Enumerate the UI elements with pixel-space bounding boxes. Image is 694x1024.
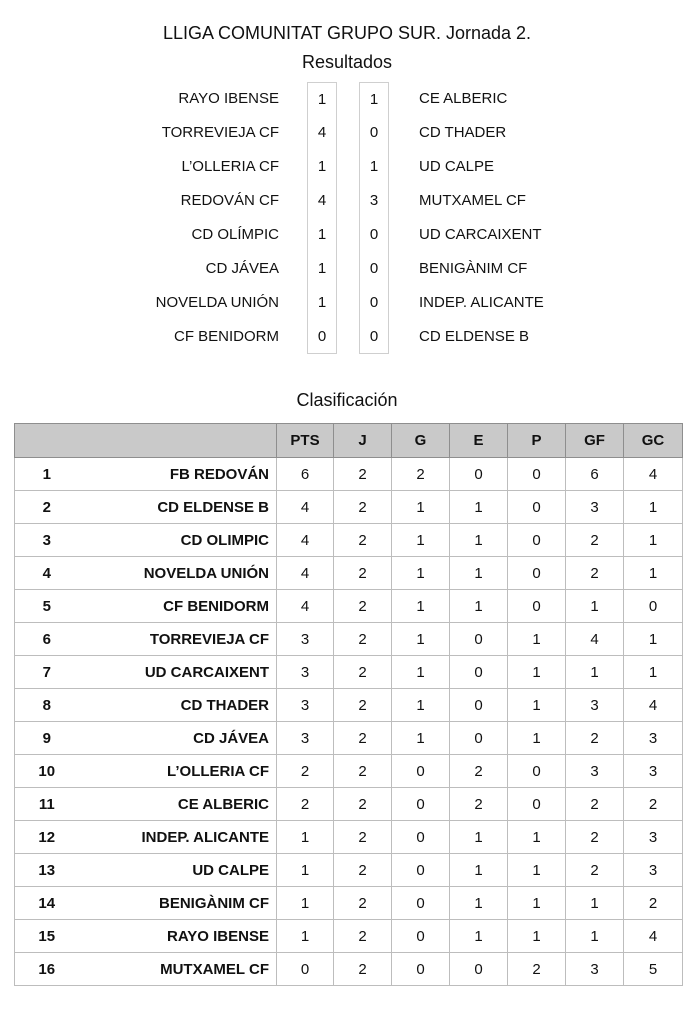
stat-cell: 0 [450, 722, 508, 755]
stat-cell: 4 [277, 590, 334, 623]
column-header-stat: J [334, 424, 392, 458]
stat-cell: 0 [624, 590, 683, 623]
stat-cell: 3 [624, 854, 683, 887]
stat-cell: 0 [508, 458, 566, 491]
stat-cell: 1 [450, 524, 508, 557]
result-row [0, 184, 694, 218]
stat-cell: 1 [508, 722, 566, 755]
stat-cell: 2 [566, 722, 624, 755]
stat-cell: 1 [277, 854, 334, 887]
stat-cell: 3 [566, 953, 624, 986]
stat-cell: 3 [624, 821, 683, 854]
home-team: CF BENIDORM [174, 328, 279, 345]
table-row [15, 458, 683, 491]
stat-cell: 1 [392, 491, 450, 524]
column-header-stat: GC [624, 424, 683, 458]
stat-cell: 0 [508, 524, 566, 557]
stat-cell: 1 [450, 821, 508, 854]
stat-cell: 1 [566, 590, 624, 623]
stat-cell: 2 [334, 722, 392, 755]
stat-cell: 2 [334, 887, 392, 920]
home-score: 1 [307, 286, 337, 320]
stat-cell: 2 [334, 854, 392, 887]
stat-cell: 1 [392, 590, 450, 623]
stat-cell: 2 [334, 788, 392, 821]
away-team: UD CARCAIXENT [419, 226, 542, 243]
stat-cell: 6 [566, 458, 624, 491]
stat-cell: 3 [566, 689, 624, 722]
team-cell: CF BENIDORM [79, 590, 277, 623]
stat-cell: 1 [392, 623, 450, 656]
position-cell: 9 [15, 722, 79, 755]
stat-cell: 4 [566, 623, 624, 656]
team-cell: MUTXAMEL CF [79, 953, 277, 986]
stat-cell: 3 [566, 491, 624, 524]
stat-cell: 0 [392, 953, 450, 986]
team-cell: NOVELDA UNIÓN [79, 557, 277, 590]
stat-cell: 0 [392, 821, 450, 854]
home-team: REDOVÁN CF [180, 192, 279, 209]
stat-cell: 2 [334, 524, 392, 557]
stat-cell: 1 [624, 656, 683, 689]
page-title: LLIGA COMUNITAT GRUPO SUR. Jornada 2. [162, 23, 532, 43]
team-cell: FB REDOVÁN [79, 458, 277, 491]
away-team: MUTXAMEL CF [419, 192, 526, 209]
result-row [0, 320, 694, 354]
stat-cell: 3 [277, 656, 334, 689]
stat-cell: 4 [277, 491, 334, 524]
column-header-stat: PTS [277, 424, 334, 458]
stat-cell: 2 [450, 788, 508, 821]
stat-cell: 1 [508, 854, 566, 887]
stat-cell: 1 [277, 821, 334, 854]
stat-cell: 0 [392, 887, 450, 920]
position-cell: 10 [15, 755, 79, 788]
stat-cell: 1 [392, 656, 450, 689]
position-cell: 7 [15, 656, 79, 689]
stat-cell: 0 [392, 788, 450, 821]
away-score: 0 [359, 320, 389, 354]
stat-cell: 0 [450, 623, 508, 656]
team-cell: BENIGÀNIM CF [79, 887, 277, 920]
home-score: 1 [307, 82, 337, 116]
stat-cell: 1 [508, 656, 566, 689]
table-row [15, 689, 683, 722]
away-score: 0 [359, 286, 389, 320]
stat-cell: 1 [450, 854, 508, 887]
stat-cell: 2 [566, 557, 624, 590]
table-row [15, 920, 683, 953]
home-team: NOVELDA UNIÓN [155, 294, 279, 311]
away-score: 0 [359, 116, 389, 150]
results-list [0, 82, 694, 354]
position-cell: 1 [15, 458, 79, 491]
team-cell: INDEP. ALICANTE [79, 821, 277, 854]
stat-cell: 1 [508, 887, 566, 920]
stat-cell: 1 [566, 920, 624, 953]
away-team: BENIGÀNIM CF [419, 260, 528, 277]
stat-cell: 0 [450, 953, 508, 986]
stat-cell: 1 [566, 656, 624, 689]
stat-cell: 1 [450, 491, 508, 524]
position-cell: 13 [15, 854, 79, 887]
position-cell: 14 [15, 887, 79, 920]
column-header-position [15, 424, 79, 458]
stat-cell: 0 [450, 656, 508, 689]
stat-cell: 1 [450, 590, 508, 623]
team-cell: RAYO IBENSE [79, 920, 277, 953]
team-cell: L’OLLERIA CF [79, 755, 277, 788]
table-row [15, 524, 683, 557]
stat-cell: 2 [334, 920, 392, 953]
column-header-team [79, 424, 277, 458]
stat-cell: 0 [508, 788, 566, 821]
stat-cell: 2 [334, 623, 392, 656]
stat-cell: 0 [392, 854, 450, 887]
stat-cell: 3 [277, 689, 334, 722]
stat-cell: 2 [334, 689, 392, 722]
home-score: 0 [307, 320, 337, 354]
stat-cell: 1 [508, 821, 566, 854]
column-header-stat: P [508, 424, 566, 458]
table-row [15, 953, 683, 986]
position-cell: 11 [15, 788, 79, 821]
stat-cell: 2 [334, 590, 392, 623]
stat-cell: 1 [508, 689, 566, 722]
away-team: INDEP. ALICANTE [419, 294, 544, 311]
result-row [0, 150, 694, 184]
away-score: 0 [359, 218, 389, 252]
home-team: CD JÁVEA [205, 260, 279, 277]
away-score: 1 [359, 150, 389, 184]
stat-cell: 2 [277, 788, 334, 821]
standings-heading: Clasificación [296, 390, 398, 410]
stat-cell: 0 [508, 755, 566, 788]
table-row [15, 656, 683, 689]
stat-cell: 2 [334, 557, 392, 590]
table-row [15, 557, 683, 590]
table-row [15, 887, 683, 920]
home-score: 1 [307, 150, 337, 184]
home-team: RAYO IBENSE [178, 90, 279, 107]
position-cell: 15 [15, 920, 79, 953]
stat-cell: 3 [277, 722, 334, 755]
stat-cell: 1 [277, 920, 334, 953]
team-cell: CD ELDENSE B [79, 491, 277, 524]
stat-cell: 1 [392, 722, 450, 755]
stat-cell: 2 [624, 887, 683, 920]
stat-cell: 1 [566, 887, 624, 920]
result-row [0, 82, 694, 116]
team-cell: CD THADER [79, 689, 277, 722]
position-cell: 4 [15, 557, 79, 590]
stat-cell: 2 [334, 656, 392, 689]
stat-cell: 2 [450, 755, 508, 788]
stat-cell: 1 [624, 491, 683, 524]
stat-cell: 1 [508, 623, 566, 656]
stat-cell: 2 [277, 755, 334, 788]
home-score: 4 [307, 116, 337, 150]
standings-table [14, 423, 683, 986]
table-row [15, 623, 683, 656]
home-score: 1 [307, 252, 337, 286]
table-row [15, 854, 683, 887]
table-row [15, 788, 683, 821]
home-team: L’OLLERIA CF [181, 158, 279, 175]
stat-cell: 2 [334, 821, 392, 854]
stat-cell: 2 [566, 524, 624, 557]
stat-cell: 3 [277, 623, 334, 656]
stat-cell: 2 [624, 788, 683, 821]
team-cell: CD JÁVEA [79, 722, 277, 755]
away-score: 1 [359, 82, 389, 116]
stat-cell: 5 [624, 953, 683, 986]
stat-cell: 1 [624, 623, 683, 656]
stat-cell: 0 [450, 689, 508, 722]
table-row [15, 821, 683, 854]
results-heading: Resultados [301, 52, 393, 72]
stat-cell: 2 [334, 491, 392, 524]
table-row [15, 491, 683, 524]
stat-cell: 4 [624, 689, 683, 722]
home-team: TORREVIEJA CF [161, 124, 279, 141]
stat-cell: 2 [334, 458, 392, 491]
team-cell: UD CARCAIXENT [79, 656, 277, 689]
stat-cell: 3 [624, 755, 683, 788]
stat-cell: 2 [566, 788, 624, 821]
stat-cell: 4 [277, 557, 334, 590]
away-team: UD CALPE [419, 158, 495, 175]
stat-cell: 3 [624, 722, 683, 755]
stat-cell: 2 [566, 854, 624, 887]
position-cell: 5 [15, 590, 79, 623]
away-score: 0 [359, 252, 389, 286]
stat-cell: 0 [392, 755, 450, 788]
table-row [15, 755, 683, 788]
stat-cell: 1 [392, 557, 450, 590]
home-team: CD OLÍMPIC [191, 226, 279, 243]
away-score: 3 [359, 184, 389, 218]
column-header-stat: GF [566, 424, 624, 458]
stat-cell: 0 [508, 491, 566, 524]
stat-cell: 1 [624, 524, 683, 557]
team-cell: UD CALPE [79, 854, 277, 887]
stat-cell: 2 [508, 953, 566, 986]
stat-cell: 1 [450, 557, 508, 590]
result-row [0, 116, 694, 150]
stat-cell: 0 [450, 458, 508, 491]
stat-cell: 1 [508, 920, 566, 953]
team-cell: CE ALBERIC [79, 788, 277, 821]
stat-cell: 1 [392, 689, 450, 722]
home-score: 1 [307, 218, 337, 252]
standings-body [15, 458, 683, 986]
result-row [0, 252, 694, 286]
position-cell: 8 [15, 689, 79, 722]
stat-cell: 0 [508, 557, 566, 590]
stat-cell: 0 [508, 590, 566, 623]
position-cell: 12 [15, 821, 79, 854]
table-row [15, 590, 683, 623]
away-team: CE ALBERIC [419, 90, 508, 107]
team-cell: CD OLIMPIC [79, 524, 277, 557]
column-header-stat: G [392, 424, 450, 458]
stat-cell: 4 [624, 458, 683, 491]
team-cell: TORREVIEJA CF [79, 623, 277, 656]
stat-cell: 2 [334, 755, 392, 788]
position-cell: 16 [15, 953, 79, 986]
stat-cell: 2 [392, 458, 450, 491]
home-score: 4 [307, 184, 337, 218]
result-row [0, 218, 694, 252]
column-header-stat: E [450, 424, 508, 458]
position-cell: 6 [15, 623, 79, 656]
result-row [0, 286, 694, 320]
stat-cell: 1 [450, 887, 508, 920]
stat-cell: 0 [392, 920, 450, 953]
table-row [15, 722, 683, 755]
position-cell: 3 [15, 524, 79, 557]
away-team: CD THADER [419, 124, 507, 141]
position-cell: 2 [15, 491, 79, 524]
stat-cell: 2 [566, 821, 624, 854]
stat-cell: 4 [624, 920, 683, 953]
standings-header-row [15, 424, 683, 458]
stat-cell: 3 [566, 755, 624, 788]
stat-cell: 1 [392, 524, 450, 557]
stat-cell: 1 [277, 887, 334, 920]
stat-cell: 2 [334, 953, 392, 986]
stat-cell: 1 [450, 920, 508, 953]
stat-cell: 0 [277, 953, 334, 986]
stat-cell: 1 [624, 557, 683, 590]
away-team: CD ELDENSE B [419, 328, 530, 345]
stat-cell: 6 [277, 458, 334, 491]
stat-cell: 4 [277, 524, 334, 557]
